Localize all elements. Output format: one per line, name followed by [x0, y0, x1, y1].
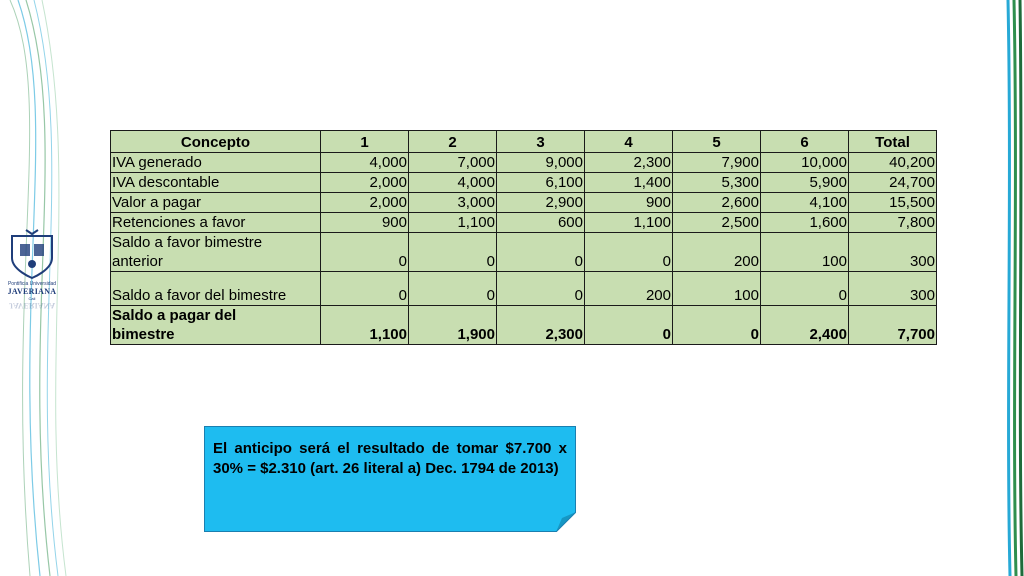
- table-cell: 200: [585, 272, 673, 306]
- table-cell: 7,800: [849, 213, 937, 233]
- row-label: Valor a pagar: [111, 193, 321, 213]
- row-label-line2: anterior: [112, 253, 163, 270]
- iva-table: [110, 130, 937, 345]
- note-text: El anticipo será el resultado de tomar $7.700 x 30% = $2.310 (art. 26 literal a) Dec. 1794 de 2013): [213, 440, 567, 477]
- table-cell: 0: [497, 272, 585, 306]
- row-label: IVA descontable: [111, 173, 321, 193]
- table-cell: 3,000: [409, 193, 497, 213]
- logo-line2: JAVERIANA: [7, 287, 57, 296]
- header-cell: 1: [321, 131, 409, 153]
- table-cell: 4,100: [761, 193, 849, 213]
- table-cell: 600: [497, 213, 585, 233]
- table-cell: 2,500: [673, 213, 761, 233]
- table-cell: 4,000: [409, 173, 497, 193]
- table-cell: 6,100: [497, 173, 585, 193]
- table-cell: 10,000: [761, 153, 849, 173]
- table-cell: 0: [761, 272, 849, 306]
- header-cell: 5: [673, 131, 761, 153]
- table-cell: 2,300: [585, 153, 673, 173]
- table-cell: 2,900: [497, 193, 585, 213]
- table-cell: 300: [849, 233, 937, 272]
- table-cell: 200: [673, 233, 761, 272]
- table-cell: 7,900: [673, 153, 761, 173]
- table-cell: 5,300: [673, 173, 761, 193]
- note-box: [204, 426, 576, 532]
- table-cell: 5,900: [761, 173, 849, 193]
- header-cell: 6: [761, 131, 849, 153]
- table-cell: 1,100: [321, 306, 409, 345]
- table-row: [111, 193, 937, 213]
- header-cell: 2: [409, 131, 497, 153]
- table-cell: 300: [849, 272, 937, 306]
- crest-icon: [6, 228, 58, 280]
- table-cell: 40,200: [849, 153, 937, 173]
- logo-line1: Pontificia Universidad: [7, 281, 57, 287]
- table-cell: 1,100: [585, 213, 673, 233]
- table-cell: 2,400: [761, 306, 849, 345]
- table-cell: 900: [321, 213, 409, 233]
- table-cell: 0: [409, 272, 497, 306]
- row-label: IVA generado: [111, 153, 321, 173]
- table-row: [111, 233, 937, 272]
- table-cell: 15,500: [849, 193, 937, 213]
- logo-reflection: JAVERIANA: [8, 301, 56, 310]
- logo-line3: Cali: [28, 296, 36, 301]
- row-label: Saldo a favor del bimestre: [111, 272, 321, 306]
- row-label: [111, 233, 321, 272]
- table-row: [111, 213, 937, 233]
- table-cell: 2,000: [321, 173, 409, 193]
- row-label-line2: bimestre: [112, 326, 175, 343]
- header-cell: Concepto: [111, 131, 321, 153]
- header-cell: 4: [585, 131, 673, 153]
- row-label: Retenciones a favor: [111, 213, 321, 233]
- table-cell: 7,700: [849, 306, 937, 345]
- table-cell: 2,300: [497, 306, 585, 345]
- table-cell: 1,400: [585, 173, 673, 193]
- table-cell: 0: [585, 233, 673, 272]
- table-cell: 4,000: [321, 153, 409, 173]
- table-cell: 0: [673, 306, 761, 345]
- table-cell: 24,700: [849, 173, 937, 193]
- table-cell: 1,100: [409, 213, 497, 233]
- table-cell: 1,900: [409, 306, 497, 345]
- table-cell: 0: [321, 233, 409, 272]
- table-header-row: [111, 131, 937, 153]
- table-row: [111, 272, 937, 306]
- table-cell: 0: [585, 306, 673, 345]
- table-cell: 2,000: [321, 193, 409, 213]
- table-cell: 1,600: [761, 213, 849, 233]
- table-row: [111, 153, 937, 173]
- header-cell: Total: [849, 131, 937, 153]
- table-cell: 0: [497, 233, 585, 272]
- table-cell: 0: [321, 272, 409, 306]
- table-cell: 100: [673, 272, 761, 306]
- table-cell: 2,600: [673, 193, 761, 213]
- row-label: [111, 306, 321, 345]
- table-row: [111, 173, 937, 193]
- table-cell: 9,000: [497, 153, 585, 173]
- table-cell: 7,000: [409, 153, 497, 173]
- row-label-line1: Saldo a favor bimestre: [112, 234, 263, 251]
- right-decorative-stripes: [1002, 0, 1024, 576]
- header-cell: 3: [497, 131, 585, 153]
- table-cell: 900: [585, 193, 673, 213]
- folded-corner-icon: [556, 512, 576, 532]
- row-label-line1: Saldo a pagar del: [112, 307, 237, 324]
- table-row-total: [111, 306, 937, 345]
- university-logo: [2, 228, 62, 316]
- table-cell: 100: [761, 233, 849, 272]
- table-cell: 0: [409, 233, 497, 272]
